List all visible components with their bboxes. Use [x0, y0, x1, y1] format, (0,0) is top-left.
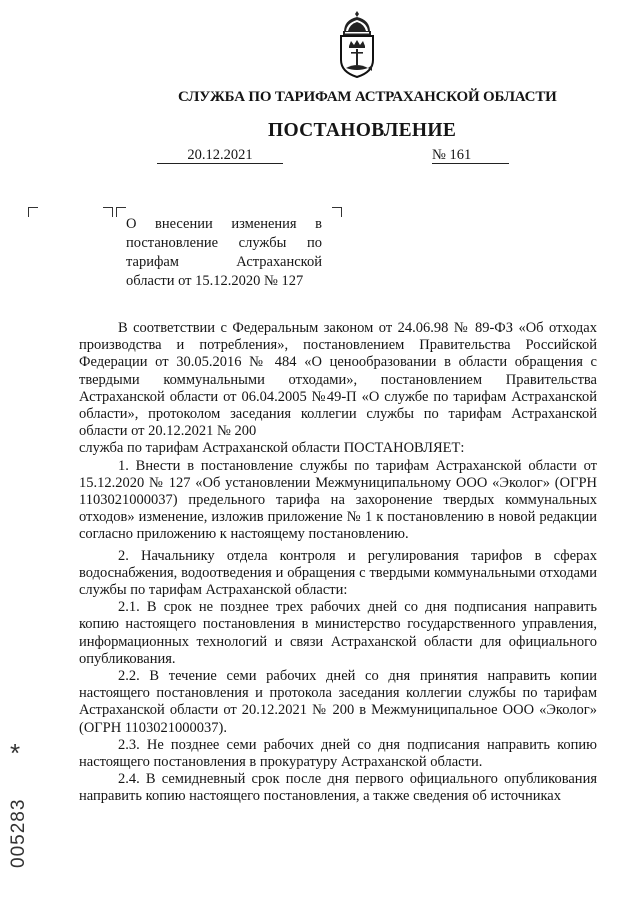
preamble-paragraph: В соответствии с Федеральным законом от 24.06.98 № 89-ФЗ «Об отходах производства и потребления», постановлением Правительства Российской Федерации от 30.05.2016 № 484 «О ценообразовании в области обращения с твердыми коммунальными отходами», постановлением Правительства Астраханской области от 06.04.2005 №49-П «О службе по тарифам Астраханской области», протоколом заседания коллегии службы по тарифам Астраханской области от 20.12.2021 № 200 [79, 320, 597, 440]
corner-mark-mid-right [103, 207, 113, 217]
clause-2: 2. Начальнику отдела контроля и регулирования тарифов в сферах водоснабжения, водоотведения и обращения с твердыми коммунальными отходами службы по тарифам Астраханской области: [79, 547, 597, 599]
document-number: № 161 [432, 148, 509, 164]
clause-2-3: 2.3. Не позднее семи рабочих дней со дня подписания направить копию настоящего постановления в прокуратуру Астраханской области. [79, 736, 597, 771]
document-subject [126, 215, 322, 291]
subject-line: постановление службы по [126, 235, 322, 251]
clause-1: 1. Внести в постановление службы по тарифам Астраханской области от 15.12.2020 № 127 «Об установлении Межмуниципальному ООО «Эколог» (ОГРН 1103021000037) предельного тарифа на захоронение твердых коммунальных отходов» изменение, изложив приложение № 1 к постановлению в новой редакции согласно приложению к настоящему постановлению. [79, 457, 597, 543]
document-body [79, 320, 597, 806]
document-date: 20.12.2021 [157, 148, 283, 164]
subject-line: области от 15.12.2020 № 127 [126, 273, 304, 289]
coat-of-arms-icon [334, 10, 380, 82]
margin-asterisk: * [10, 738, 21, 768]
clause-2-4: 2.4. В семидневный срок после дня первого официального опубликования направить копию настоящего постановления, а также сведения об источниках [79, 771, 597, 805]
organization-title: СЛУЖБА ПО ТАРИФАМ АСТРАХАНСКОЙ ОБЛАСТИ [178, 89, 557, 105]
corner-mark-right [332, 207, 342, 217]
resolution-paragraph: служба по тарифам Астраханской области ПОСТАНОВЛЯЕТ: [79, 440, 465, 457]
clause-2-1: 2.1. В срок не позднее трех рабочих дней со дня подписания направить копию настоящего постановления в министерство государственного управления, информационных технологий и связи Астраханской области для официального опубликования. [79, 599, 597, 667]
corner-mark-left [28, 207, 38, 217]
corner-mark-mid-left [116, 207, 126, 217]
subject-line: тарифам Астраханской [126, 254, 322, 270]
document-type-title: ПОСТАНОВЛЕНИЕ [268, 120, 457, 141]
subject-line: О внесении изменения в [126, 216, 322, 232]
clause-2-2: 2.2. В течение семи рабочих дней со дня принятия направить копии настоящего постановления и протокола заседания коллегии службы по тарифам Астраханской области от 20.12.2021 № 200 в Межмуниципальное ООО «Эколог» (ОГРН 1103021000037). [79, 668, 597, 736]
archive-stamp-number: 005283 [8, 798, 29, 868]
